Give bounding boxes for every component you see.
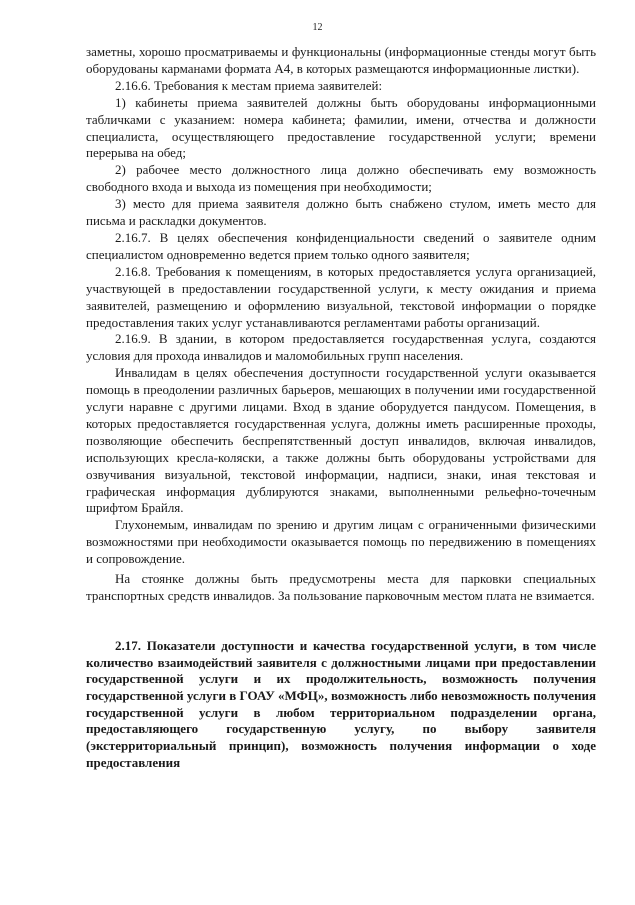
section-heading-2-17: 2.17. Показатели доступности и качества государственной услуги, в том числе количество взаимодействий заявителя с должностными лицами при предоставлении государственной услуги и их продолжительность, возможность получения государственной услуги в ГОАУ «МФЦ», возможность либо невозможность получения государственной услуги в любом территориальном подразделении органа, предоставляющего государственную услугу, по выбору заявителя (экстерриториальный принцип), возможность получения информации о ходе предоставления [86,637,596,770]
list-item-2: 2) рабочее место должностного лица должно обеспечивать ему возможность свободного входа и выхода из помещения при необходимости; [86,162,596,195]
paragraph-continuation: заметны, хорошо просматриваемы и функциональны (информационные стенды могут быть оборудованы карманами формата А4, в которых размещаются информационные листки). [86,44,596,76]
list-item-1: 1) кабинеты приема заявителей должны быть оборудованы информационными табличками с указанием: номера кабинета; фамилии, имени, отчества и должности специалиста, осуществляющего предоставление государственной услуги; времени перерыва на обед; [86,94,596,161]
paragraph-2-16-7: 2.16.7. В целях обеспечения конфиденциальности сведений о заявителе одним специалистом одновременно ведется прием только одного заявителя; [86,229,596,262]
paragraph-disabled-assistance: Инвалидам в целях обеспечения доступности государственной услуги оказывается помощь в преодолении различных барьеров, мешающих в получении ими государственной услуги наравне с другими лицами. Вход в здание оборудуется пандусом. Помещения, в которых предоставляется государственная услуга, должны иметь расширенные проходы, позволяющие обеспечить беспрепятственный доступ инвалидов, включая инвалидов, использующих кресла-коляски, а также должны быть оборудованы устройствами для озвучивания визуальной, текстовой информации, надписи, знаки, иная текстовая и графическая информация дублируются знаками, выполненными рельефно-точечным шрифтом Брайля. [86,365,596,516]
document-body [86,44,596,772]
paragraph-2-16-9: 2.16.9. В здании, в котором предоставляется государственная услуга, создаются условия для прохода инвалидов и маломобильных групп населения. [86,331,596,364]
list-item-3: 3) место для приема заявителя должно быть снабжено стулом, иметь место для письма и раскладки документов. [86,196,596,229]
page-number: 12 [312,22,323,33]
paragraph-parking: На стоянке должны быть предусмотрены места для парковки специальных транспортных средств инвалидов. За пользование парковочным местом плата не взимается. [86,571,596,603]
paragraph-2-16-8: 2.16.8. Требования к помещениям, в которых предоставляется услуга организацией, участвующей в предоставлении государственной услуги, к месту ожидания и приема заявителей, размещению и оформлению визуальной, текстовой информации о порядке предоставления таких услуг устанавливаются регламентами работы организаций. [86,263,596,330]
paragraph-2-16-6: 2.16.6. Требования к местам приема заявителей: [115,77,383,93]
paragraph-deaf-blind-assistance: Глухонемым, инвалидам по зрению и другим лицам с ограниченными физическими возможностями при необходимости оказывается помощь по передвижению в помещениях и сопровождение. [86,517,596,567]
